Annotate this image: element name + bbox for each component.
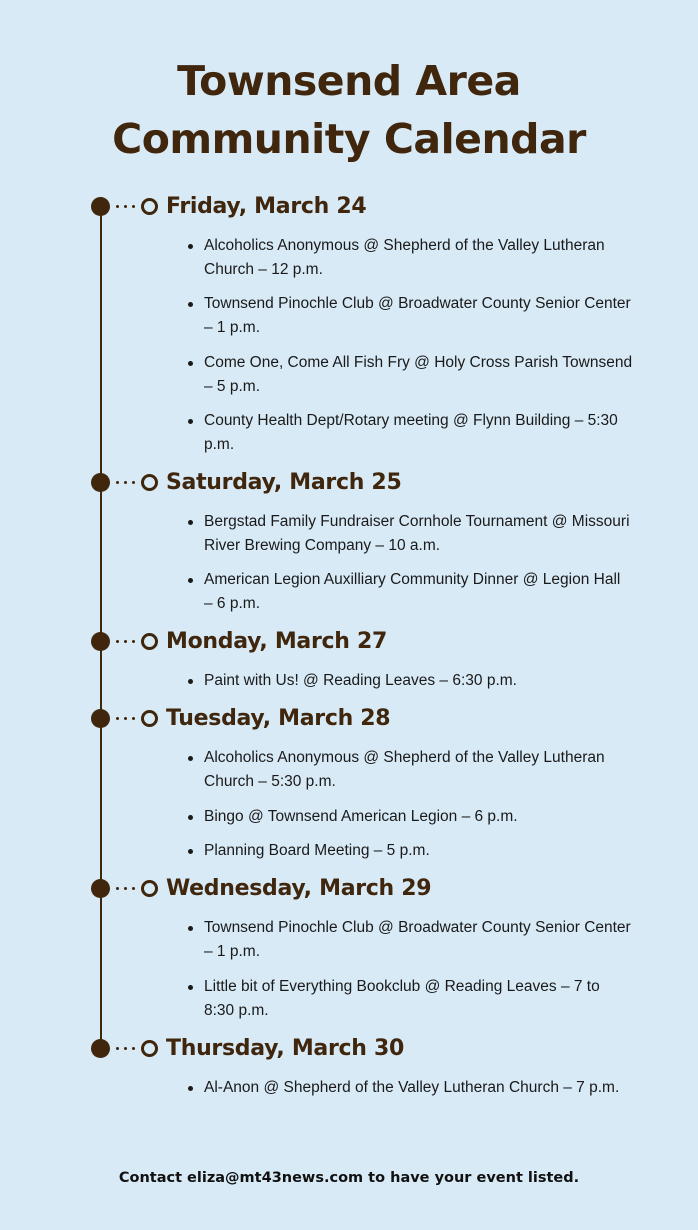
bullet-icon	[188, 244, 193, 249]
list-item	[188, 292, 633, 340]
page-title	[0, 52, 698, 168]
timeline-ring-icon	[141, 198, 158, 215]
bullet-icon	[188, 815, 193, 820]
timeline-dot-icon	[91, 879, 110, 898]
timeline-dot-icon	[91, 1039, 110, 1058]
list-item	[188, 916, 633, 964]
day-label: Monday, March 27	[166, 628, 388, 654]
event-text: American Legion Auxilliary Community Dinner @ Legion Hall – 6 p.m.	[204, 571, 621, 612]
event-text: Come One, Come All Fish Fry @ Holy Cross Parish Townsend – 5 p.m.	[204, 354, 633, 395]
timeline-ring-icon	[141, 710, 158, 727]
event-text: Townsend Pinochle Club @ Broadwater County Senior Center – 1 p.m.	[204, 295, 631, 336]
bullet-icon	[188, 302, 193, 307]
day-header-saturday	[91, 467, 401, 497]
list-item	[188, 351, 633, 399]
title-line-2: Community Calendar	[112, 115, 586, 163]
event-text: Paint with Us! @ Reading Leaves – 6:30 p.m.	[204, 672, 517, 689]
day-label: Thursday, March 30	[166, 1035, 405, 1061]
list-item	[188, 669, 633, 693]
timeline-dot-icon	[91, 632, 110, 651]
dotted-connector	[116, 1047, 135, 1050]
bullet-icon	[188, 756, 193, 761]
day-label: Wednesday, March 29	[166, 875, 432, 901]
timeline-ring-icon	[141, 880, 158, 897]
event-text: Alcoholics Anonymous @ Shepherd of the Valley Lutheran Church – 12 p.m.	[204, 237, 605, 278]
day-header-tuesday	[91, 703, 390, 733]
event-text: Little bit of Everything Bookclub @ Reading Leaves – 7 to 8:30 p.m.	[204, 978, 600, 1019]
day-label: Friday, March 24	[166, 193, 367, 219]
timeline-dot-icon	[91, 197, 110, 216]
event-text: County Health Dept/Rotary meeting @ Flynn Building – 5:30 p.m.	[204, 412, 618, 453]
timeline-dot-icon	[91, 709, 110, 728]
day-header-wednesday	[91, 873, 431, 903]
bullet-icon	[188, 419, 193, 424]
timeline-ring-icon	[141, 1040, 158, 1057]
event-text: Bingo @ Townsend American Legion – 6 p.m.	[204, 808, 518, 825]
dotted-connector	[116, 205, 135, 208]
event-text: Townsend Pinochle Club @ Broadwater County Senior Center – 1 p.m.	[204, 919, 631, 960]
dotted-connector	[116, 717, 135, 720]
day-label: Tuesday, March 28	[166, 705, 391, 731]
list-item	[188, 746, 633, 794]
day-header-thursday	[91, 1033, 404, 1063]
list-item	[188, 409, 633, 457]
event-text: Bergstad Family Fundraiser Cornhole Tournament @ Missouri River Brewing Company – 10 a.m.	[204, 513, 630, 554]
dotted-connector	[116, 887, 135, 890]
list-item	[188, 510, 633, 558]
bullet-icon	[188, 520, 193, 525]
list-item	[188, 839, 633, 863]
bullet-icon	[188, 985, 193, 990]
dotted-connector	[116, 640, 135, 643]
list-item	[188, 1076, 633, 1100]
day-label: Saturday, March 25	[166, 469, 402, 495]
day-header-monday	[91, 626, 387, 656]
timeline-dot-icon	[91, 473, 110, 492]
bullet-icon	[188, 1086, 193, 1091]
contact-footer: Contact eliza@mt43news.com to have your event listed.	[118, 1170, 580, 1186]
bullet-icon	[188, 849, 193, 854]
timeline-ring-icon	[141, 633, 158, 650]
list-item	[188, 975, 633, 1023]
title-line-1: Townsend Area	[177, 57, 521, 105]
event-text: Planning Board Meeting – 5 p.m.	[204, 842, 430, 859]
list-item	[188, 805, 633, 829]
list-item	[188, 234, 633, 282]
list-item	[188, 568, 633, 616]
event-text: Alcoholics Anonymous @ Shepherd of the Valley Lutheran Church – 5:30 p.m.	[204, 749, 605, 790]
dotted-connector	[116, 481, 135, 484]
bullet-icon	[188, 361, 193, 366]
bullet-icon	[188, 679, 193, 684]
timeline-ring-icon	[141, 474, 158, 491]
bullet-icon	[188, 578, 193, 583]
event-text: Al-Anon @ Shepherd of the Valley Lutheran Church – 7 p.m.	[204, 1079, 620, 1096]
day-header-friday	[91, 191, 366, 221]
bullet-icon	[188, 926, 193, 931]
